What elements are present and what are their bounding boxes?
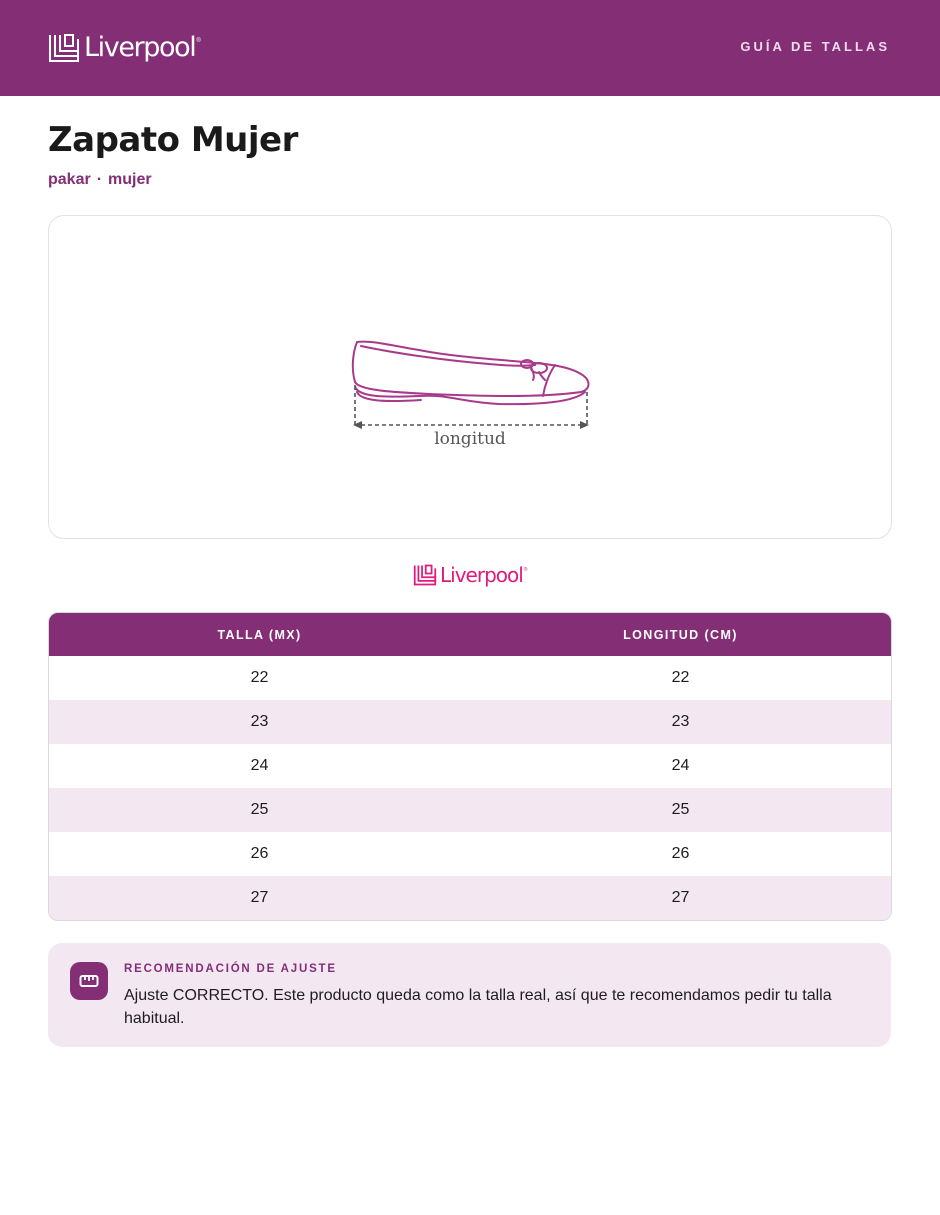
size-cell: 25 xyxy=(250,801,269,818)
size-guide-link[interactable]: GUÍA DE TALLAS xyxy=(740,39,890,54)
size-cell: 22 xyxy=(250,669,269,686)
length-cell: 27 xyxy=(671,889,690,906)
fit-recommendation-card xyxy=(48,943,891,1047)
column-header-length: LONGITUD (CM) xyxy=(623,627,738,642)
secondary-brand-name: Liverpool xyxy=(440,563,523,587)
product-subtitle xyxy=(48,171,152,189)
column-header-size: TALLA (MX) xyxy=(217,627,302,642)
length-cell: 22 xyxy=(671,669,690,686)
liverpool-secondary-logo xyxy=(413,562,527,588)
recommendation-text: Ajuste CORRECTO. Este producto queda como la talla real, así que te recomendamos pedir tu talla habitual. xyxy=(124,987,832,1027)
size-cell: 24 xyxy=(250,757,269,774)
liverpool-logo-mark-icon xyxy=(413,564,437,586)
table-row xyxy=(49,832,891,876)
table-row xyxy=(49,700,891,744)
ruler-icon xyxy=(70,962,108,1000)
shoe-illustration-card xyxy=(48,215,892,539)
top-bar xyxy=(0,0,940,96)
shoe-length-caption: longitud xyxy=(434,429,506,449)
table-header-row xyxy=(49,613,891,656)
length-cell: 24 xyxy=(671,757,690,774)
recommendation-heading: RECOMENDACIÓN DE AJUSTE xyxy=(124,963,337,975)
product-brand: pakar xyxy=(48,171,91,188)
page-title: Zapato Mujer xyxy=(48,120,298,160)
size-cell: 27 xyxy=(250,889,269,906)
table-row xyxy=(49,876,891,920)
length-cell: 25 xyxy=(671,801,690,818)
length-cell: 23 xyxy=(671,713,690,730)
size-chart-table xyxy=(48,612,892,921)
registered-mark: ® xyxy=(196,38,201,44)
table-row xyxy=(49,744,891,788)
table-row xyxy=(49,656,891,700)
size-cell: 26 xyxy=(250,845,269,862)
product-category: mujer xyxy=(108,171,152,188)
flat-shoe-icon xyxy=(349,334,594,434)
length-cell: 26 xyxy=(671,845,690,862)
brand-name: Liverpool xyxy=(84,32,196,63)
liverpool-logo[interactable] xyxy=(48,30,201,66)
table-row xyxy=(49,788,891,832)
liverpool-logo-mark-icon xyxy=(48,33,80,63)
size-cell: 23 xyxy=(250,713,269,730)
subtitle-separator: · xyxy=(96,171,103,188)
secondary-registered-mark: ® xyxy=(523,567,528,573)
